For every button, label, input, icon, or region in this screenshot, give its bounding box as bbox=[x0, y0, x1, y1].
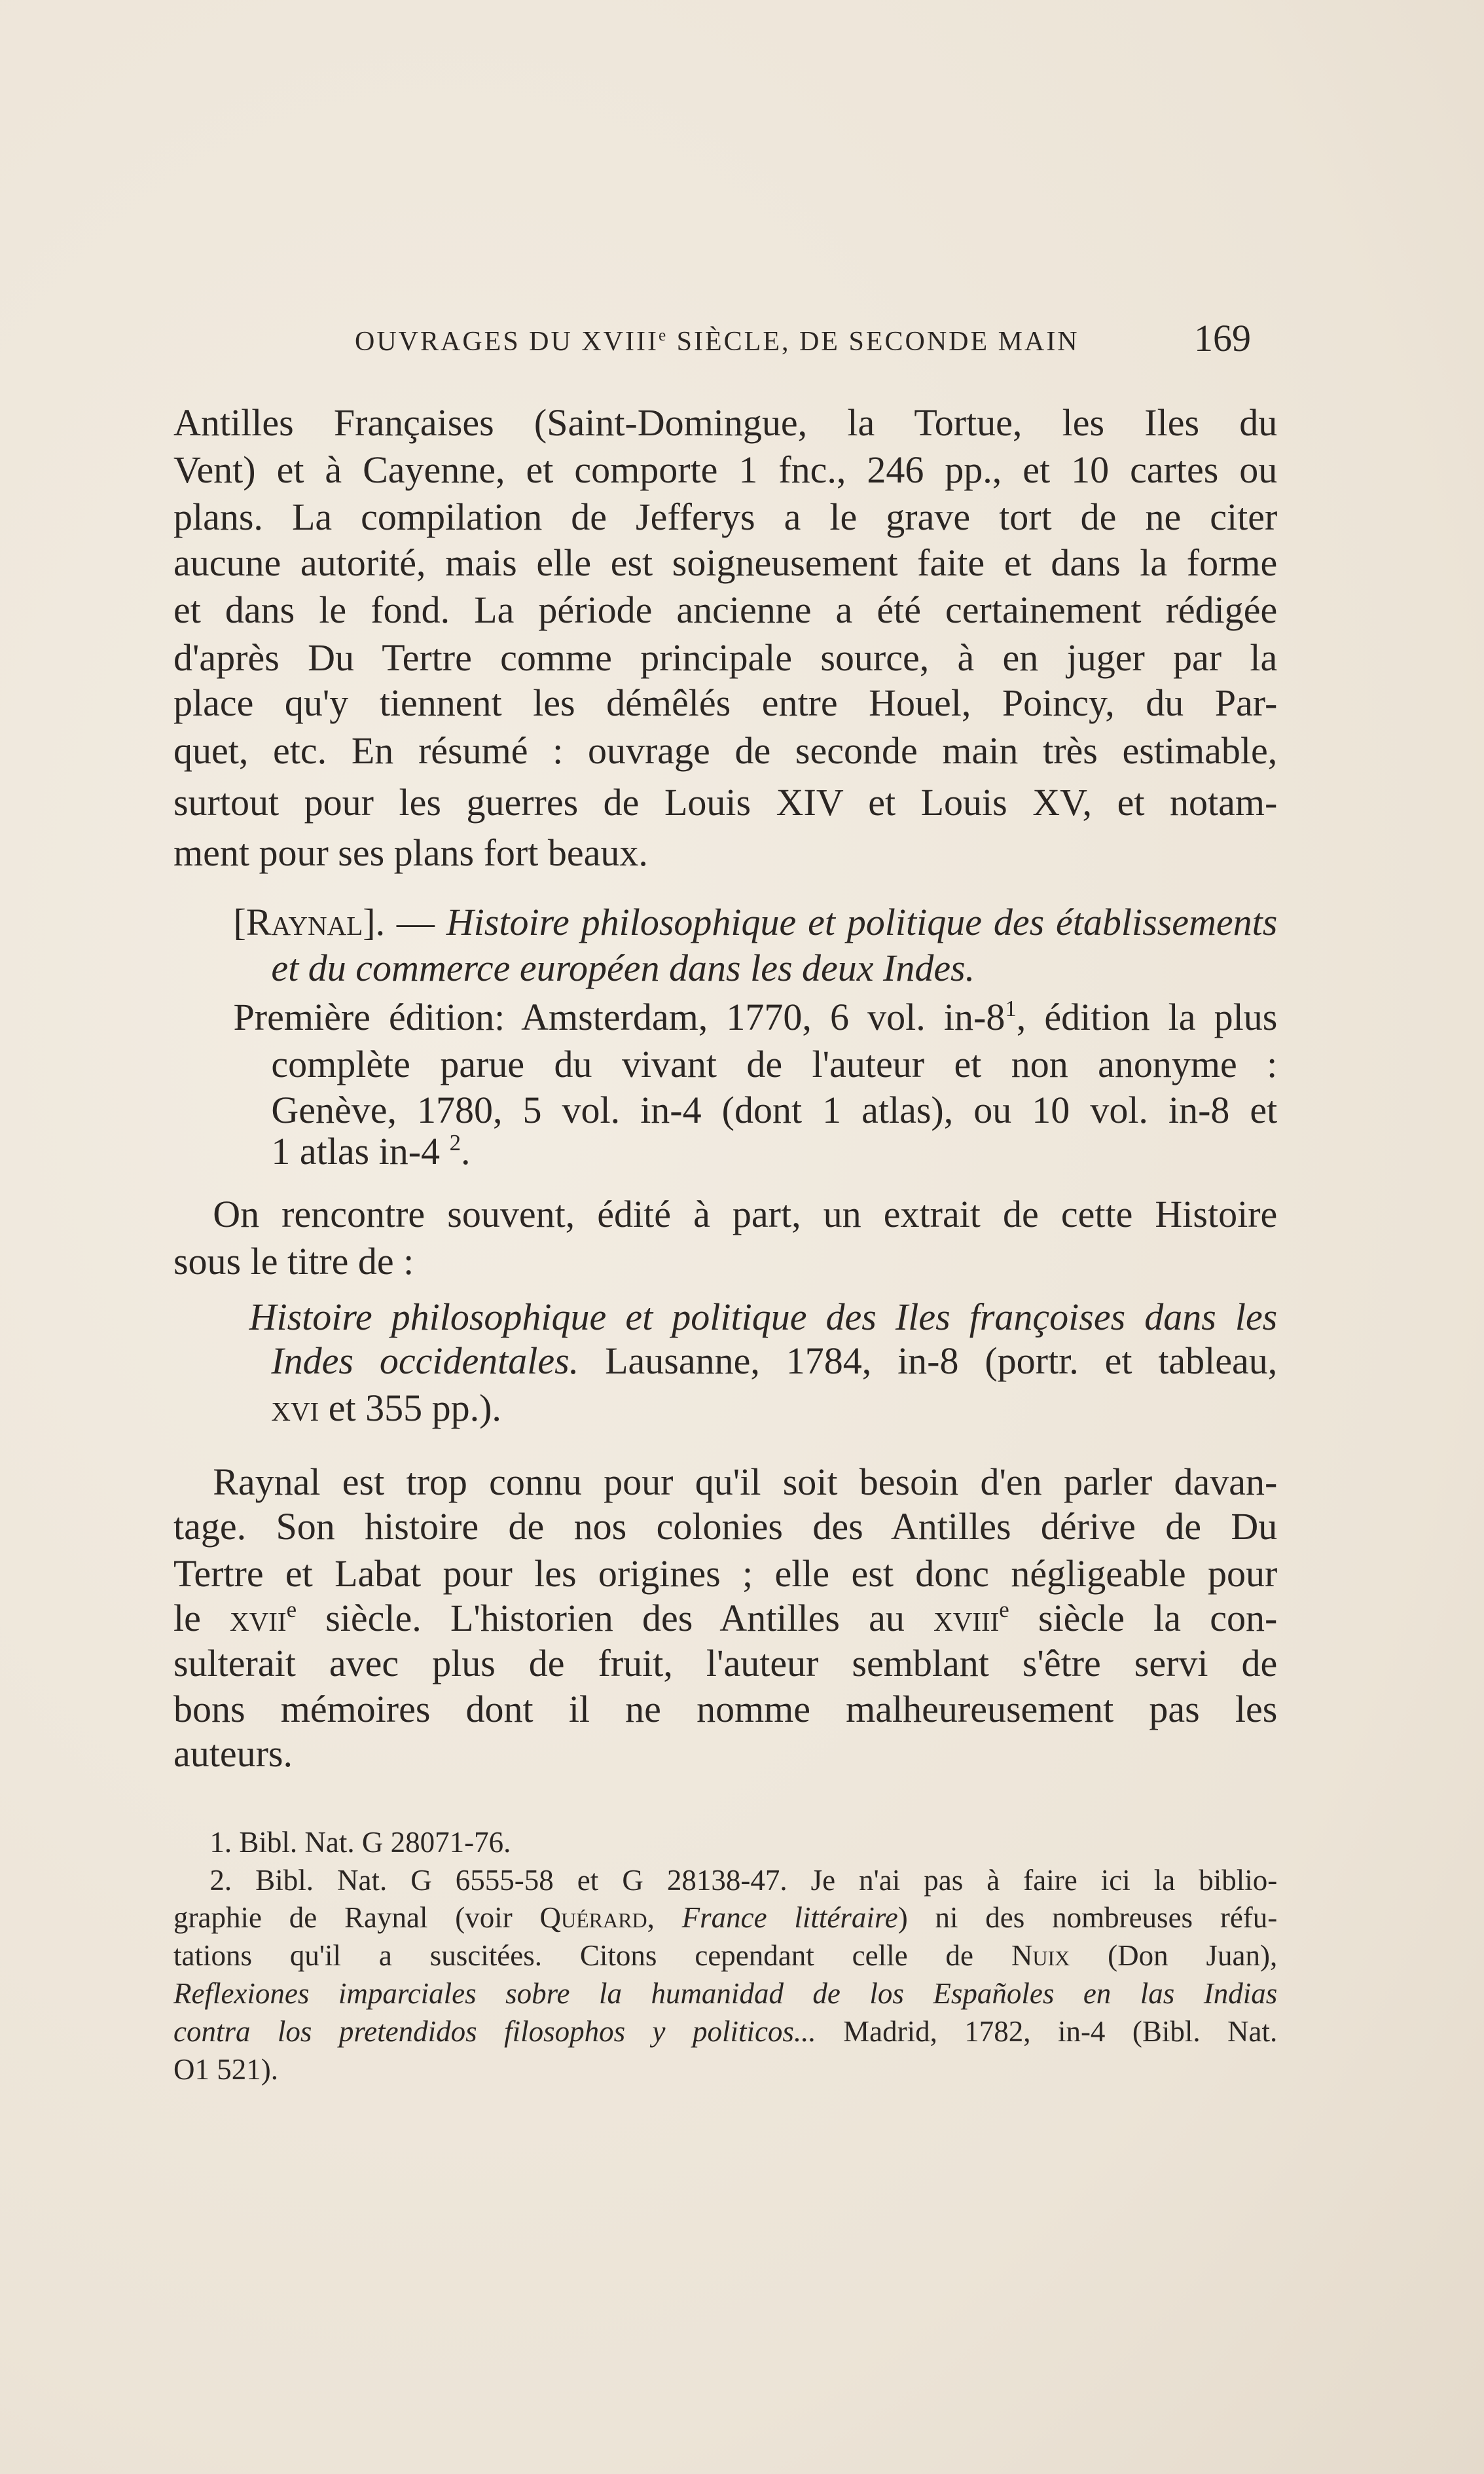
footnote-line bbox=[173, 1975, 1277, 2012]
italic-text: Histoire philosophique et politique des Iles françoises dans les bbox=[249, 1295, 1278, 1338]
footnote-line bbox=[209, 1862, 1277, 1899]
small-caps-text: Quérard bbox=[539, 1901, 647, 1935]
text-run: d'après Du Tertre comme principale source, à en juger par la bbox=[173, 636, 1278, 679]
text-run: [ bbox=[233, 901, 246, 944]
text-run: O1 521). bbox=[173, 2052, 278, 2086]
title-entry-line bbox=[249, 1294, 1278, 1341]
text-run: tations qu'il a suscitées. Citons cependant celle de bbox=[173, 1939, 1011, 1973]
text-run: siècle. L'historien des Antilles au bbox=[297, 1596, 934, 1639]
title-entry-line bbox=[271, 1337, 1277, 1385]
entry-line bbox=[234, 994, 1278, 1041]
text-run: plans. La compilation de Jefferys a le grave tort de ne citer bbox=[173, 496, 1278, 539]
text-run: 2. Bibl. Nat. G 6555-58 et G 28138-47. Je n'ai pas à faire ici la biblio- bbox=[209, 1863, 1278, 1897]
text-run: sulterait avec plus de fruit, l'auteur semblant s'être servi de bbox=[173, 1642, 1278, 1685]
italic-text: et du commerce européen dans les deux Indes. bbox=[271, 947, 975, 990]
body-line bbox=[173, 779, 1277, 826]
text-run: et 355 pp.). bbox=[319, 1387, 501, 1430]
superscript: e bbox=[999, 1596, 1009, 1622]
text-run: Madrid, 1782, in-4 (Bibl. Nat. bbox=[816, 2014, 1278, 2048]
body-line bbox=[173, 1730, 1277, 1777]
body-line bbox=[173, 1503, 1277, 1550]
italic-text: contra los pretendidos filosophos y politicos... bbox=[173, 2014, 816, 2048]
entry-line bbox=[234, 899, 1278, 946]
body-line bbox=[173, 829, 1277, 877]
small-caps-text: Raynal bbox=[245, 901, 363, 944]
body-line bbox=[173, 1640, 1277, 1687]
text-run: . bbox=[460, 1129, 471, 1173]
text-run: Vent) et à Cayenne, et comporte 1 fnc., 246 pp., et 10 cartes ou bbox=[173, 448, 1278, 491]
text-run: tage. Son histoire de nos colonies des Antilles dérive de Du bbox=[173, 1504, 1278, 1548]
text-run: bons mémoires dont il ne nomme malheureusement pas les bbox=[173, 1688, 1278, 1731]
text-run: Antilles Françaises (Saint-Domingue, la Tortue, les Iles du bbox=[173, 401, 1278, 444]
superscript: 1 bbox=[1005, 995, 1017, 1021]
text-run: le bbox=[173, 1596, 230, 1639]
body-line bbox=[173, 1238, 1277, 1285]
body-line bbox=[173, 494, 1277, 541]
small-caps-text: xvii bbox=[230, 1596, 287, 1639]
body-line bbox=[213, 1459, 1277, 1506]
entry-line bbox=[271, 1087, 1277, 1134]
text-run: aucune autorité, mais elle est soigneusement faite et dans la forme bbox=[173, 541, 1278, 584]
entry-line bbox=[271, 1128, 1277, 1175]
text-run: ]. — bbox=[363, 901, 446, 944]
running-title-rest: SIÈCLE, DE SECONDE MAIN bbox=[668, 327, 1079, 357]
running-title-superscript: e bbox=[658, 326, 668, 344]
text-run: graphie de Raynal (voir bbox=[173, 1901, 540, 1935]
text-run: surtout pour les guerres de Louis XIV et Louis XV, et notam- bbox=[173, 781, 1278, 824]
body-line bbox=[173, 587, 1277, 634]
text-run: Lausanne, 1784, in-8 (portr. et tableau, bbox=[579, 1339, 1278, 1382]
italic-text: France littéraire bbox=[681, 1901, 898, 1935]
text-run: Genève, 1780, 5 vol. in-4 (dont 1 atlas), ou 10 vol. in-8 et bbox=[271, 1088, 1278, 1131]
entry-line bbox=[271, 945, 1277, 992]
text-run: , édition la plus bbox=[1016, 995, 1278, 1038]
body-line bbox=[173, 727, 1277, 774]
title-entry-line bbox=[271, 1385, 1277, 1432]
body-line bbox=[173, 446, 1277, 494]
superscript: e bbox=[286, 1596, 297, 1622]
small-caps-text: xvi bbox=[271, 1387, 319, 1430]
text-run: Première édition: Amsterdam, 1770, 6 vol. in-8 bbox=[233, 995, 1005, 1038]
body-line bbox=[173, 634, 1277, 682]
text-run: complète parue du vivant de l'auteur et non anonyme : bbox=[271, 1043, 1278, 1086]
body-line bbox=[173, 1595, 1277, 1642]
text-run: Raynal est trop connu pour qu'il soit besoin d'en parler davan- bbox=[213, 1461, 1278, 1504]
text-run: On rencontre souvent, édité à part, un extrait de cette Histoire bbox=[213, 1192, 1278, 1235]
body-line bbox=[173, 680, 1277, 727]
body-line bbox=[173, 539, 1277, 587]
superscript: 2 bbox=[449, 1129, 461, 1155]
text-run: 1 atlas in-4 bbox=[271, 1129, 450, 1173]
body-line bbox=[173, 399, 1277, 446]
footnote-line bbox=[173, 1899, 1277, 1936]
text-run: 1. Bibl. Nat. G 28071-76. bbox=[209, 1825, 511, 1859]
body-line bbox=[173, 1550, 1277, 1597]
italic-text: Histoire philosophique et politique des établissements bbox=[446, 901, 1278, 944]
text-run: sous le titre de : bbox=[173, 1240, 414, 1283]
body-line bbox=[213, 1191, 1277, 1238]
text-run: siècle la con- bbox=[1009, 1596, 1278, 1639]
italic-text: Indes occidentales. bbox=[271, 1339, 579, 1382]
body-line bbox=[173, 1686, 1277, 1733]
italic-text: Reflexiones imparciales sobre la humanidad de los Españoles en las Indias bbox=[173, 1976, 1278, 2010]
text-run: Tertre et Labat pour les origines ; elle est donc négligeable pour bbox=[173, 1552, 1278, 1595]
text-run: , bbox=[647, 1901, 682, 1935]
text-run: place qu'y tiennent les démêlés entre Houel, Poincy, du Par- bbox=[173, 682, 1278, 725]
running-title: OUVRAGES DU XVIII bbox=[355, 327, 659, 357]
footnote-line bbox=[173, 1937, 1277, 1974]
text-run: auteurs. bbox=[173, 1732, 293, 1775]
small-caps-text: Nuix bbox=[1011, 1939, 1070, 1973]
text-run: (Don Juan), bbox=[1070, 1939, 1278, 1973]
page-number: 169 bbox=[1194, 317, 1251, 359]
text-run: et dans le fond. La période ancienne a été certainement rédigée bbox=[173, 589, 1278, 632]
entry-line bbox=[271, 1041, 1277, 1088]
running-header bbox=[355, 322, 1079, 361]
footnote-line bbox=[173, 2051, 1277, 2088]
text-run: quet, etc. En résumé : ouvrage de seconde main très estimable, bbox=[173, 729, 1278, 772]
small-caps-text: xviii bbox=[933, 1596, 1000, 1639]
text-run: ment pour ses plans fort beaux. bbox=[173, 831, 648, 875]
footnote-line bbox=[209, 1824, 1277, 1861]
footnote-line bbox=[173, 2013, 1277, 2050]
text-run: ) ni des nombreuses réfu- bbox=[897, 1901, 1278, 1935]
